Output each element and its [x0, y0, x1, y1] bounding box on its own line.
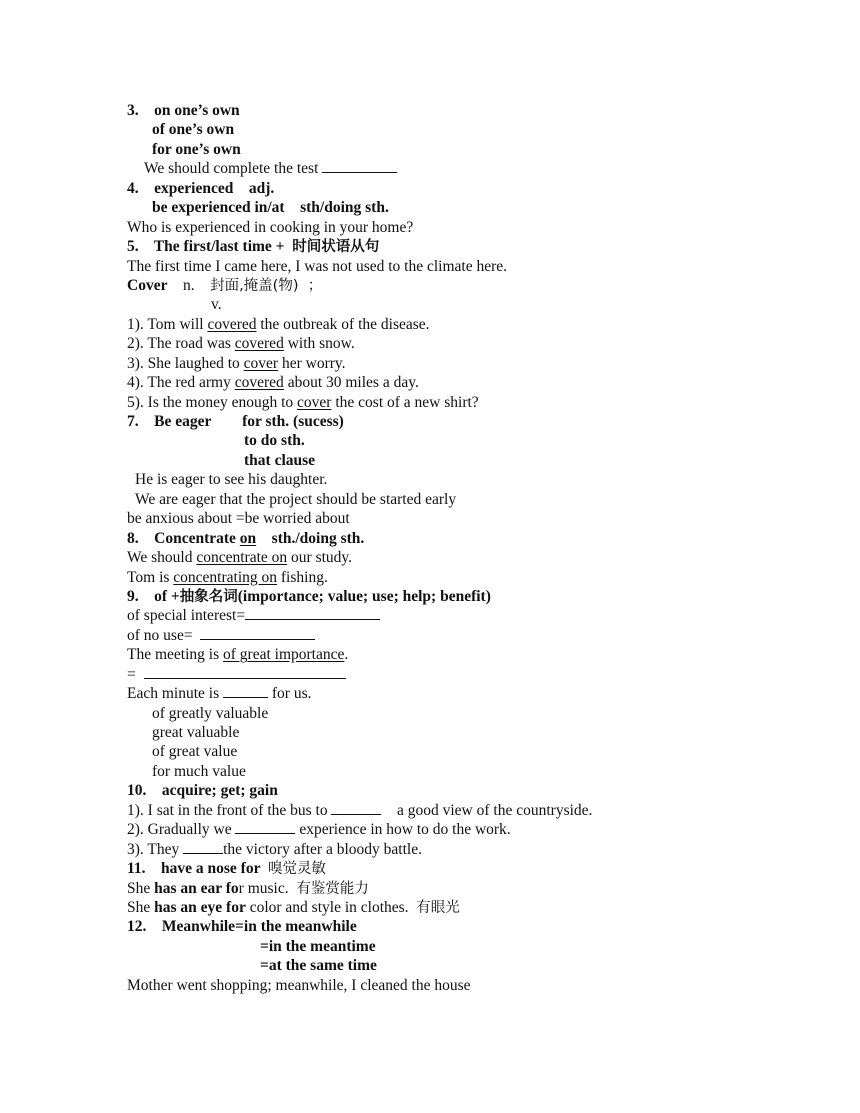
- example-sentence: Who is experienced in cooking in your home?: [127, 218, 414, 236]
- fill-blank: [144, 665, 346, 679]
- option: for much value: [152, 762, 246, 780]
- cover-example: 3). She laughed to cover her worry.: [127, 354, 346, 372]
- item-12-variant: =at the same time: [260, 957, 377, 975]
- cover-example: 2). The road was covered with snow.: [127, 335, 355, 353]
- fill-line: 3). They the victory after a bloody battle.: [127, 840, 422, 858]
- fill-blank: [223, 684, 268, 698]
- item-7-variant: to do sth.: [244, 432, 305, 450]
- fill-line: of special interest=: [127, 606, 827, 625]
- example-sentence: She has an ear for music. 有鉴赏能力: [127, 879, 369, 897]
- example-text: We should complete the test: [144, 160, 323, 178]
- cover-example: 5). Is the money enough to cover the cost of a new shirt?: [127, 393, 479, 411]
- item-4-variant: be experienced in/at sth/doing sth.: [152, 199, 389, 217]
- example-sentence: He is eager to see his daughter.: [135, 471, 328, 489]
- item-3-variant: of one’s own: [152, 121, 235, 139]
- example-sentence: We are eager that the project should be started early: [135, 490, 457, 508]
- fill-line: 1). I sat in the front of the bus to a good view of the countryside.: [127, 801, 593, 819]
- item-5-heading: [127, 237, 827, 256]
- item-10-heading: 10. acquire; get; gain: [127, 782, 278, 800]
- cover-heading: [127, 276, 827, 295]
- item-11-heading: 11. have a nose for 嗅觉灵敏: [127, 860, 326, 878]
- item-7-heading: 7. Be eager for sth. (sucess): [127, 413, 344, 430]
- item-4-heading: 4. experienced adj.: [127, 179, 275, 197]
- example-sentence: Tom is concentrating on fishing.: [127, 568, 328, 586]
- example-sentence: [127, 159, 827, 178]
- cover-pos: n.: [167, 276, 211, 294]
- item-3-heading: 3. on one’s own: [127, 102, 240, 119]
- fill-blank: [322, 159, 397, 173]
- cover-example: 4). The red army covered about 30 miles a day.: [127, 374, 419, 392]
- fill-blank: [200, 626, 315, 640]
- example-sentence: She has an eye for color and style in clothes. 有眼光: [127, 898, 460, 916]
- option: of great value: [152, 743, 238, 761]
- example-sentence: The first time I came here, I was not used to the climate here.: [127, 257, 508, 275]
- item-8-heading: 8. Concentrate on sth./doing sth.: [127, 529, 365, 547]
- item-12-variant: =in the meantime: [260, 937, 376, 955]
- fill-line: of no use=: [127, 626, 827, 645]
- notes-content: [127, 101, 827, 995]
- fill-blank: [183, 840, 223, 854]
- item-3-variant: for one’s own: [152, 140, 241, 158]
- item-12-heading: 12. Meanwhile=in the meanwhile: [127, 918, 357, 936]
- cover-example: 1). Tom will covered the outbreak of the disease.: [127, 315, 430, 333]
- item-9-heading: 9. of +抽象名词(importance; value; use; help; benefit): [127, 587, 491, 605]
- heading-chinese: 时间状语从句: [292, 239, 380, 256]
- option: of greatly valuable: [152, 704, 269, 722]
- cover-word: Cover: [127, 276, 168, 294]
- cover-verb: v.: [211, 296, 222, 314]
- cover-meaning: 封面,掩盖(物) ；: [210, 277, 323, 294]
- fill-line: 2). Gradually we experience in how to do the work.: [127, 821, 511, 839]
- example-sentence: Mother went shopping; meanwhile, I cleaned the house: [127, 976, 471, 994]
- example-sentence: We should concentrate on our study.: [127, 549, 353, 567]
- fill-line: Each minute is for us.: [127, 685, 312, 703]
- fill-blank: [235, 820, 295, 834]
- example-sentence: be anxious about =be worried about: [127, 510, 350, 528]
- item-7-variant: that clause: [244, 451, 316, 469]
- example-sentence: The meeting is of great importance.: [127, 646, 349, 664]
- fill-line: =: [127, 665, 827, 684]
- heading-text: 5. The first/last time +: [127, 238, 293, 256]
- fill-blank: [331, 801, 381, 815]
- fill-blank: [245, 606, 380, 620]
- option: great valuable: [152, 724, 240, 741]
